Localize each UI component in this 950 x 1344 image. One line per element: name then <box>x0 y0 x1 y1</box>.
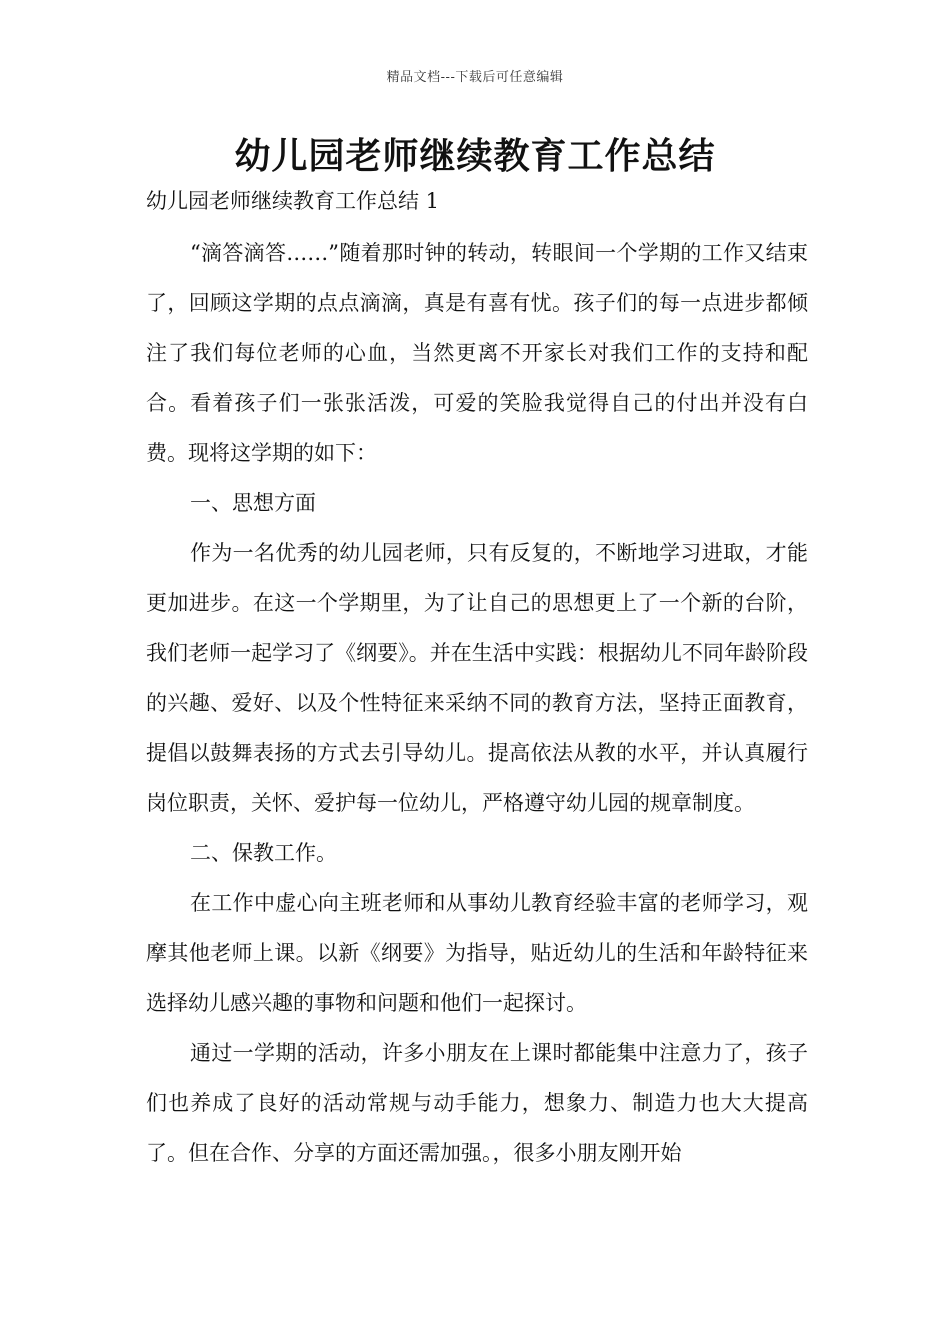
document-title: 幼儿园老师继续教育工作总结 <box>234 136 716 177</box>
document-body <box>146 228 808 1178</box>
header-note: 精品文档---下载后可任意编辑 <box>386 70 564 85</box>
paragraph-care: 在工作中虚心向主班老师和从事幼儿教育经验丰富的老师学习，观摩其他老师上课。以新《纲要》为指导，贴近幼儿的生活和年龄特征来选择幼儿感兴趣的事物和问题和他们一起探讨。 <box>146 891 808 1015</box>
paragraph-intro: “滴答滴答……”随着那时钟的转动，转眼间一个学期的工作又结束了，回顾这学期的点点滴滴，真是有喜有忧。孩子们的每一点进步都倾注了我们每位老师的心血，当然更离不开家长对我们工作的支持和配合。看着孩子们一张张活泼，可爱的笑脸我觉得自己的付出并没有白费。现将这学期的如下： <box>146 241 808 465</box>
section-heading-care: 二、保教工作。 <box>190 841 337 865</box>
document-subtitle: 幼儿园老师继续教育工作总结 1 <box>146 189 440 213</box>
paragraph-activities: 通过一学期的活动，许多小朋友在上课时都能集中注意力了，孩子们也养成了良好的活动常规与动手能力，想象力、制造力也大大提高了。但在合作、分享的方面还需加强。，很多小朋友刚开始 <box>146 1041 808 1165</box>
paragraph-thought: 作为一名优秀的幼儿园老师，只有反复的，不断地学习进取，才能更加进步。在这一个学期里，为了让自己的思想更上了一个新的台阶，我们老师一起学习了《纲要》。并在生活中实践：根据幼儿不同年龄阶段的兴趣、爱好、以及个性特征来采纳不同的教育方法，坚持正面教育，提倡以鼓舞表扬的方式去引导幼儿。提高依法从教的水平，并认真履行岗位职责，关怀、爱护每一位幼儿，严格遵守幼儿园的规章制度。 <box>146 541 808 815</box>
section-heading-thought: 一、思想方面 <box>190 491 316 515</box>
